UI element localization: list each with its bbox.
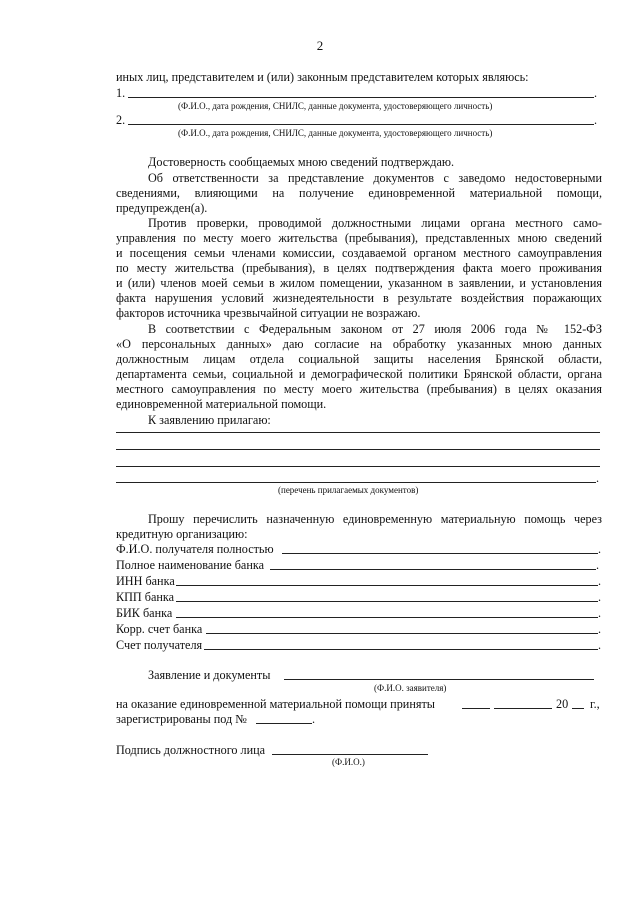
bank-inn-dot: . <box>598 574 602 588</box>
transfer-line-2: кредитную организацию: <box>116 527 248 541</box>
docs-caption: (Ф.И.О. заявителя) <box>374 683 447 693</box>
person-2-number: 2. <box>116 113 126 127</box>
docs-applicant-field[interactable] <box>284 679 594 680</box>
para-check-line-2: управления по месту моего жительства (пребывания), представленных мною сведений <box>116 231 602 245</box>
bank-corr-account-field[interactable] <box>206 633 598 634</box>
bank-kpp-label: КПП банка <box>116 590 175 604</box>
registered-text: зарегистрированы под № <box>116 712 247 726</box>
year-prefix: 20 <box>556 697 569 711</box>
bank-name-label: Полное наименование банка <box>116 558 265 572</box>
attach-label: К заявлению прилагаю: <box>148 413 271 427</box>
transfer-line-1: Прошу перечислить назначенную единовременную материальную помощь через <box>148 512 602 526</box>
para-check-line-6: факта нарушения условий жизнедеятельности в результате воздействия поражающих <box>116 291 602 305</box>
person-2-caption: (Ф.И.О., дата рождения, СНИЛС, данные документа, удостоверяющего личность) <box>178 128 493 138</box>
page-number: 2 <box>316 38 324 53</box>
bank-bik-field[interactable] <box>176 617 598 618</box>
attach-line-4[interactable] <box>116 482 596 483</box>
signature-field[interactable] <box>272 754 428 755</box>
bank-corr-account-dot: . <box>598 622 602 636</box>
para-consent-line-3: должностным лицам отдела социальной защиты населения Брянской области, <box>116 352 602 366</box>
recipient-name-label: Ф.И.О. получателя полностью <box>116 542 274 556</box>
para-confirm: Достоверность сообщаемых мною сведений подтверждаю. <box>148 155 455 169</box>
bank-corr-account-label: Корр. счет банка <box>116 622 203 636</box>
accepted-month-field[interactable] <box>494 708 552 709</box>
attach-dot: . <box>596 471 600 485</box>
person-2-dot: . <box>594 113 598 127</box>
signature-label: Подпись должностного лица <box>116 743 266 757</box>
accepted-text: на оказание единовременной материальной помощи приняты <box>116 697 435 711</box>
para-consent-line-2: «О персональных данных» даю согласие на обработку указанных мною данных <box>116 337 602 351</box>
accepted-year-field[interactable] <box>572 708 584 709</box>
person-1-number: 1. <box>116 86 126 100</box>
attach-line-3[interactable] <box>116 466 600 467</box>
bank-bik-dot: . <box>598 606 602 620</box>
registration-number-field[interactable] <box>256 723 312 724</box>
attach-line-1[interactable] <box>116 432 600 433</box>
bank-kpp-dot: . <box>598 590 602 604</box>
para-consent-line-1: В соответствии с Федеральным законом от 27 июля 2006 года № 152-ФЗ <box>148 322 602 336</box>
person-1-field[interactable] <box>128 97 594 98</box>
recipient-account-field[interactable] <box>204 649 598 650</box>
accepted-day-field[interactable] <box>462 708 490 709</box>
recipient-account-label: Счет получателя <box>116 638 203 652</box>
para-check-line-1: Против проверки, проводимой должностными лицами органа местного само- <box>148 216 602 230</box>
para-responsibility-line-1: Об ответственности за представление документов с заведомо недостоверными <box>148 171 602 185</box>
bank-name-field[interactable] <box>270 569 596 570</box>
year-suffix: г., <box>590 697 600 711</box>
bank-bik-label: БИК банка <box>116 606 173 620</box>
recipient-name-dot: . <box>598 542 602 556</box>
para-check-line-4: по месту жительства (пребывания), в целях подтверждения факта моего проживания <box>116 261 602 275</box>
bank-inn-field[interactable] <box>176 585 598 586</box>
bank-kpp-field[interactable] <box>176 601 598 602</box>
para-responsibility-line-3: предупрежден(а). <box>116 201 208 215</box>
para-consent-line-6: единовременной материальной помощи. <box>116 397 327 411</box>
recipient-account-dot: . <box>598 638 602 652</box>
para-check-line-5: и (или) членов моей семьи в жилом помещении, указанном в заявлении, и установления <box>116 276 602 290</box>
para-consent-line-5: местного самоуправления по месту моего жительства (пребывания) в целях оказания <box>116 382 602 396</box>
para-check-line-3: и посещения семьи членами комиссии, создаваемой органом местного самоуправления <box>116 246 602 260</box>
registered-dot: . <box>312 712 316 726</box>
person-1-caption: (Ф.И.О., дата рождения, СНИЛС, данные документа, удостоверяющего личность) <box>178 101 493 111</box>
para-responsibility-line-2: сведениями, влияющими на получение единовременной материальной помощи, <box>116 186 602 200</box>
person-2-field[interactable] <box>128 124 594 125</box>
person-1-dot: . <box>594 86 598 100</box>
attach-line-2[interactable] <box>116 449 600 450</box>
bank-inn-label: ИНН банка <box>116 574 175 588</box>
attach-caption: (перечень прилагаемых документов) <box>278 485 419 495</box>
intro-line: иных лиц, представителем и (или) законным представителем которых являюсь: <box>116 70 529 84</box>
signature-caption: (Ф.И.О.) <box>332 757 365 767</box>
para-consent-line-4: департамента семьи, социальной и демографической политики Брянской области, органа <box>116 367 602 381</box>
bank-name-dot: . <box>596 558 600 572</box>
docs-label: Заявление и документы <box>148 668 271 682</box>
recipient-name-field[interactable] <box>282 553 598 554</box>
para-check-line-7: факторов источника чрезвычайной ситуации не возражаю. <box>116 306 421 320</box>
